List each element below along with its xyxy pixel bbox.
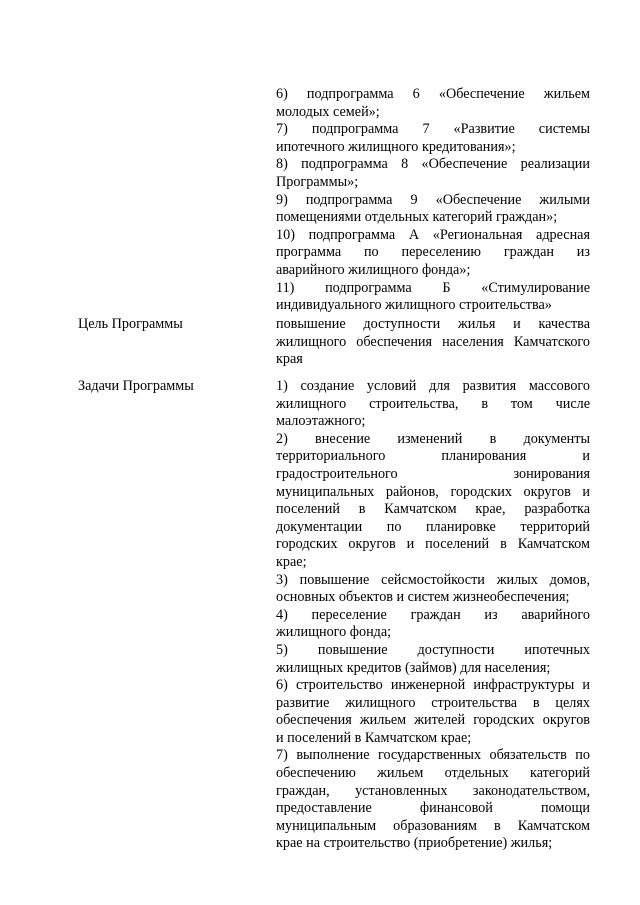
text-line: и поселений в Камчатском крае;: [276, 729, 472, 746]
text-line: предоставление финансовой помощи: [276, 800, 590, 817]
text-line: обеспечению жильем отдельных категорий: [276, 765, 590, 782]
text-line: 3) повышение сейсмостойкости жилых домов,: [276, 571, 590, 588]
task-item-5: [276, 642, 590, 677]
text-line: муниципальным образованиям в Камчатском: [276, 817, 590, 834]
subprogram-7: [276, 121, 590, 156]
text-line: малоэтажного;: [276, 413, 366, 430]
text-line: индивидуального жилищного строительства»: [276, 297, 552, 314]
subprogram-9: [276, 192, 590, 227]
text-line: жилищного фонда;: [276, 624, 392, 641]
text-line: края: [276, 351, 303, 368]
text-line: 10) подпрограмма А «Региональная адресная: [276, 226, 590, 243]
subprogram-a: [276, 227, 590, 280]
text-line: 7) подпрограмма 7 «Развитие системы: [276, 121, 590, 138]
text-line: крае на строительство (приобретение) жилья;: [276, 835, 553, 852]
text-line: 11) подпрограмма Б «Стимулирование: [276, 279, 590, 296]
text-line: помещениями отдельных категорий граждан»;: [276, 209, 558, 226]
text-line: основных объектов и систем жизнеобеспечения;: [276, 589, 570, 606]
text-line: аварийного жилищного фонда»;: [276, 261, 471, 278]
goal-label: Цель Программы: [78, 316, 183, 332]
text-line: обеспечения жильем жителей городских округов: [276, 712, 590, 729]
text-line: жилищного строительства, в том числе: [276, 395, 590, 412]
subprograms-list: [276, 86, 590, 315]
task-item-3: [276, 572, 590, 607]
text-line: территориального планирования и: [276, 448, 590, 465]
text-line: 6) подпрограмма 6 «Обеспечение жильем: [276, 86, 590, 102]
text-line: 9) подпрограмма 9 «Обеспечение жилыми: [276, 191, 590, 208]
text-line: крае;: [276, 553, 307, 570]
text-line: поселений в Камчатском крае, разработка: [276, 501, 590, 518]
tasks-label: Задачи Программы: [78, 378, 194, 394]
text-line: 6) строительство инженерной инфраструктуры и: [276, 677, 590, 694]
text-line: развитие жилищного строительства в целях: [276, 694, 590, 711]
text-line: молодых семей»;: [276, 103, 380, 120]
subprogram-b: [276, 280, 590, 315]
task-item-7: [276, 747, 590, 853]
text-line: 2) внесение изменений в документы: [276, 430, 590, 447]
text-line: повышение доступности жилья и качества: [276, 316, 590, 332]
text-line: программа по переселению граждан из: [276, 244, 590, 261]
text-line: ипотечного жилищного кредитования»;: [276, 138, 516, 155]
text-line: Программы»;: [276, 173, 359, 190]
task-item-6: [276, 677, 590, 747]
subprogram-8: [276, 156, 590, 191]
text-line: муниципальных районов, городских округов и: [276, 483, 590, 500]
text-line: документации по планировке территорий: [276, 518, 590, 535]
task-item-1: [276, 378, 590, 431]
tasks-content: [276, 378, 590, 853]
text-line: жилищного обеспечения населения Камчатского: [276, 333, 590, 350]
text-line: 8) подпрограмма 8 «Обеспечение реализации: [276, 156, 590, 173]
goal-content: [276, 316, 590, 369]
subprogram-6: [276, 86, 590, 121]
text-line: 7) выполнение государственных обязательств по: [276, 747, 590, 764]
task-item-4: [276, 607, 590, 642]
text-line: городских округов и поселений в Камчатском: [276, 536, 590, 553]
text-line: 5) повышение доступности ипотечных: [276, 641, 590, 658]
text-line: жилищных кредитов (займов) для населения;: [276, 659, 551, 676]
text-line: 1) создание условий для развития массового: [276, 378, 590, 394]
text-line: граждан, установленных законодательством,: [276, 782, 590, 799]
task-item-2: [276, 431, 590, 572]
text-line: градостроительного зонирования: [276, 465, 590, 482]
text-line: 4) переселение граждан из аварийного: [276, 606, 590, 623]
